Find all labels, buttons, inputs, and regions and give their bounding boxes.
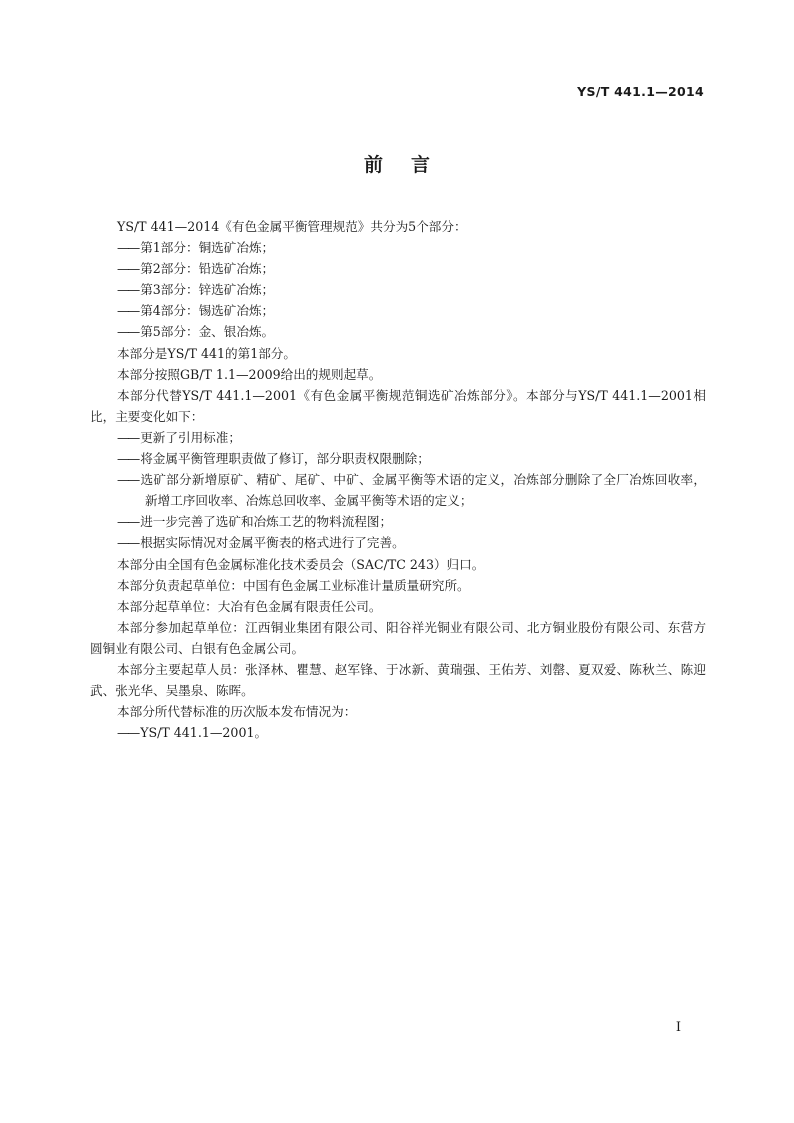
list-item: —— 更新了引用标准； [90,427,706,448]
page-number: I [675,1020,681,1035]
paragraph: 本部分是YS/T 441的第1部分。 [117,345,296,361]
list-item: —— 进一步完善了选矿和冶炼工艺的物料流程图； [90,511,706,532]
paragraph: 本部分主要起草人员：张泽林、瞿慧、赵军锋、于冰新、黄瑞强、王佑芳、刘罄、夏双爱、陈秋兰、陈迎武、张光华、吴墨泉、陈晖。 [90,661,706,699]
list-item: —— 第1部分：铜选矿冶炼； [90,237,706,258]
list-item: —— 第2部分：铅选矿冶炼； [90,258,706,279]
list-item: —— 选矿部分新增原矿、精矿、尾矿、中矿、金属平衡等术语的定义，冶炼部分删除了全厂冶炼回收率，新增工序回收率、冶炼总回收率、金属平衡等术语的定义； [90,469,706,511]
document-body [90,216,706,743]
list-item: —— 第3部分：锌选矿冶炼； [90,279,706,300]
list-item: —— 第5部分：金、银冶炼。 [90,321,706,342]
paragraph: 本部分参加起草单位：江西铜业集团有限公司、阳谷祥光铜业有限公司、北方铜业股份有限公司、东营方圆铜业有限公司、白银有色金属公司。 [90,619,706,656]
list-item: —— 根据实际情况对金属平衡表的格式进行了完善。 [90,532,706,553]
list-item: —— 将金属平衡管理职责做了修订，部分职责权限删除； [90,448,706,469]
paragraph: YS/T 441—2014《有色金属平衡管理规范》共分为5个部分： [117,219,467,234]
list-item: —— 第4部分：锡选矿冶炼； [90,300,706,321]
paragraph: 本部分起草单位：大冶有色金属有限责任公司。 [117,598,382,614]
paragraph: 本部分代替YS/T 441.1—2001《有色金属平衡规范铜选矿冶炼部分》。本部分与YS/T 441.1—2001相比，主要变化如下： [90,387,706,424]
page-title: 前言 [363,154,458,176]
paragraph: 本部分按照GB/T 1.1—2009给出的规则起草。 [117,366,382,382]
standard-code: YS/T 441.1—2014 [577,84,704,99]
list-item: —— YS/T 441.1—2001。 [90,722,706,743]
paragraph: 本部分由全国有色金属标准化技术委员会（SAC/TC 243）归口。 [117,556,485,572]
paragraph: 本部分负责起草单位：中国有色金属工业标准计量质量研究所。 [117,577,470,593]
paragraph: 本部分所代替标准的历次版本发布情况为： [117,704,357,720]
